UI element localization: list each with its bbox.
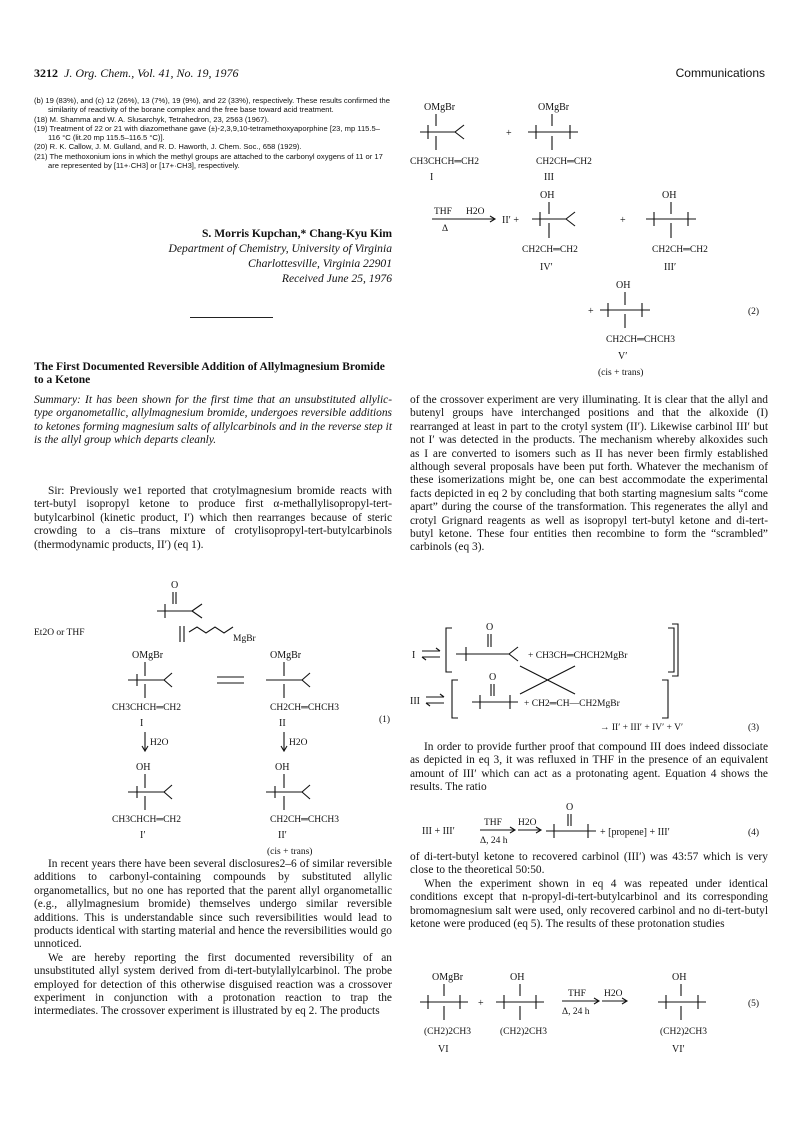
eq2-label-Vp: V′ [618,351,628,362]
eq4-products: + [propene] + III′ [600,827,670,838]
received-date: Received June 25, 1976 [281,272,392,285]
eq3-products: → II′ + III′ + IV′ + V′ [600,723,684,733]
reference-18: (18) M. Shamma and W. A. Slusarchyk, Tetrahedron, 23, 2563 (1967). [34,114,269,124]
eq2-label-I: I [430,172,434,183]
eq5-oh-product: OH [672,972,687,983]
eq5-chain-reactant: (CH2)2CH3 [500,1027,547,1037]
eq5-h2o: H2O [604,989,623,999]
eq1-h2o-right: H2O [289,738,308,748]
eq1-omgbr-I: OMgBr [132,650,164,661]
eq2-number: (2) [748,307,760,317]
eq2-plus-3: + [588,306,594,317]
equation-4 [410,800,770,848]
reporting-paragraph: We are hereby reporting the first documented reversibility of an unsubstituted allyl system derived from di-tert-butylallylcarbinol. The probe employed for detection of this otherwise disguised reaction was a crossover experiment in conjunction with a protonation reaction to trap the intermediates. The crossover experiment is illustrated by eq 2. The products [34,951,392,1018]
recent-years-text [34,858,392,1019]
running-header-left [34,66,239,81]
eq1-chain-IIp: CH2CH═CHCH3 [270,815,340,825]
eq3-III: III [410,696,420,707]
eq1-oh-Ip: OH [136,762,151,773]
eq1-chain-II: CH2CH═CHCH3 [270,703,340,713]
reference-20: (20) R. K. Callow, J. M. Gulland, and R. D. Haworth, J. Chem. Soc., 658 (1929). [34,142,302,152]
journal-citation: J. Org. Chem., Vol. 41, No. 19, 1976 [64,66,239,80]
eq5-number: (5) [748,999,760,1009]
eq3-number: (3) [748,723,760,733]
crossover-paragraph: of the crossover experiment are very illuminating. It is clear that the allyl and butenyl groups have interchanged positions and that the alkoxide (I) rearranged at least in part to the crotyl system (II′). Likewise carbinol III′ but not I′ was detected in the products. The mechanism whereby alkoxides such as I are converted to isomers such as II has never been firmly established although several proposals have been put forth. Whatever the mechanism of these isomerizations might be, one can best accommodate the experimental facts depicted in eq 2 by concluding that both starting magnesium salts “come apart” during the course of the transformation. This regenerates the allyl and crotyl Grignard reagents as well as isopropyl tert-butyl ketone and di-tert-butyl ketone. These four entities then recombine to form the “scrambled” carbinols (eq 3). [410,394,768,554]
eq3-oxygen-top: O [486,622,494,633]
section-divider [190,317,273,318]
equation-2 [410,98,770,388]
intro-paragraph: Sir: Previously we1 reported that crotylmagnesium bromide reacts with tert-butyl isopropyl ketone to produce first α-methallylisopropyl-tert-butylcarbinol (kinetic product, I′) which then rearranges because of steric crowding to a cis–trans mixture of crotylisopropyl-tert-butylcarbinols (thermodynamic products, II′) (eq 1). [34,485,392,551]
eq2-plus-1: + [506,128,512,139]
equation-3 [410,614,770,734]
eq2-oh-IIIp: OH [662,190,677,201]
repeat-paragraph: When the experiment shown in eq 4 was repeated under identical conditions except that n-propyl-di-tert-butylcarbinol and its corresponding bromomagnesium salt were used, only recovered carbinol and no di-tert-butyl ketone were produced (eq 5). The results of these protonation studies [410,877,768,931]
eq1-h2o-left: H2O [150,738,169,748]
eq2-chain-IVp: CH2CH═CH2 [522,245,578,255]
reference-19: (19) Treatment of 22 or 21 with diazomethane gave (±)-2,3,9,10-tetramethoxyaporphine [23, mp 115.5–116 °C (lit.20 mp 115.5–116.5 °C)]. [34,123,380,143]
eq1-label-II: II [279,718,286,729]
eq2-cis-trans: (cis + trans) [598,368,644,378]
eq2-h2o: H2O [466,207,485,217]
proof-paragraph: In order to provide further proof that compound III does indeed dissociate as depicted in eq 3, it was refluxed in THF in the presence of an equivalent amount of III′ which can act as a protonating agent. Equation 4 shows the results. The ratio [410,741,768,794]
eq2-label-IIIp: III′ [664,262,677,273]
ratio-paragraph: of di-tert-butyl ketone to recovered carbinol (III′) was 43:57 which is very close to the theoretical 50:50. [410,851,768,877]
eq2-label-III: III [544,172,554,183]
eq1-label-I: I [140,718,144,729]
eq2-delta: Δ [442,224,449,234]
eq4-conditions: Δ, 24 h [480,836,508,846]
eq4-number: (4) [748,828,760,838]
eq5-oh-reactant: OH [510,972,525,983]
eq1-label-IIp: II′ [278,830,287,841]
eq2-chain-III: CH2CH═CH2 [536,157,592,167]
reference-21: (21) The methoxonium ions in which the methyl groups are attached to the carbonyl oxygens of 11 or 17 are represented by [11+·CH3] or [17+·CH3], respectively. [34,151,383,171]
section-name: Communications [675,66,765,80]
author-department: Department of Chemistry, University of Virginia [168,242,392,255]
eq5-plus: + [478,998,484,1009]
eq4-reactants: III + III′ [422,826,455,837]
eq1-chain-I: CH3CHCH═CH2 [112,703,182,713]
author-city: Charlottesville, Virginia 22901 [248,257,392,270]
eq4-oxygen: O [566,802,574,813]
eq1-omgbr-II: OMgBr [270,650,302,661]
eq2-omgbr-III: OMgBr [538,102,570,113]
eq2-chain-IIIp: CH2CH═CH2 [652,245,708,255]
summary-paragraph: Summary: It has been shown for the first time that an unsubstituted allylic-type organometallic, allylmagnesium bromide, undergoes reversible additions to ketones forming magnesium salts of allylcarbinols and in the reverse step it is the allyl group which departs cleanly. [34,394,392,447]
eq1-number: (1) [379,715,391,725]
eq1-oh-IIp: OH [275,762,290,773]
eq1-solvent: Et2O or THF [34,628,85,638]
eq3-allyl-grignard: + CH2═CH—CH2MgBr [524,699,620,709]
eq1-label-Ip: I′ [140,830,146,841]
eq5-label-VI: VI [438,1044,449,1055]
author-block [34,226,392,286]
ratio-text [410,851,768,931]
eq3-oxygen-bottom: O [489,672,497,683]
references-list [34,96,392,170]
eq1-cis-trans: (cis + trans) [267,847,313,857]
eq2-oh-IVp: OH [540,190,555,201]
recent-paragraph: In recent years there have been several disclosures2–6 of similar reversible additions to carbonyl-containing compounds by substituted allylic organometallics, but no one has reported that the parent allyl organometallic (e.g., allylmagnesium bromide) themselves undergo similar reversible additions. This is understandable since such reversibilities would lead to products identical with starting material and hence the reversibilities would go unnoticed. [34,858,392,951]
eq2-thf: THF [434,207,452,217]
eq2-omgbr-I: OMgBr [424,102,456,113]
eq2-label-IVp: IV′ [540,262,553,273]
eq2-chain-Vp: CH2CH═CHCH3 [606,335,676,345]
author-names: S. Morris Kupchan,* Chang-Kyu Kim [201,227,392,240]
equation-5 [410,968,770,1064]
eq5-thf: THF [568,989,586,999]
reference-17b: (b) 19 (83%), and (c) 12 (26%), 13 (7%), 19 (9%), and 22 (33%), respectively. These results confirmed the similarity of reactivity of the borane complex and the free base toward acid treatment. [34,96,390,115]
eq5-chain-VI: (CH2)2CH3 [424,1027,471,1037]
equation-1 [34,570,394,858]
eq5-label-VIp: VI′ [672,1044,685,1055]
eq2-IIp-term: II′ + [502,215,519,226]
eq4-thf: THF [484,818,502,828]
eq2-chain-I: CH3CHCH═CH2 [410,157,480,167]
page-number: 3212 [34,66,58,80]
eq2-plus-2: + [620,215,626,226]
eq3-crotyl-grignard: + CH3CH═CHCH2MgBr [528,651,628,661]
eq5-omgbr: OMgBr [432,972,464,983]
eq5-conditions: Δ, 24 h [562,1007,590,1017]
eq1-grignard: MgBr [233,634,256,644]
eq5-chain-VIp: (CH2)2CH3 [660,1027,707,1037]
eq2-oh-Vp: OH [616,280,631,291]
article-title: The First Documented Reversible Addition of Allylmagnesium Bromide to a Ketone [34,361,385,386]
eq3-I: I [412,650,416,661]
eq1-ketone-oxygen: O [171,580,179,591]
eq4-h2o: H2O [518,818,537,828]
eq1-chain-Ip: CH3CHCH═CH2 [112,815,182,825]
